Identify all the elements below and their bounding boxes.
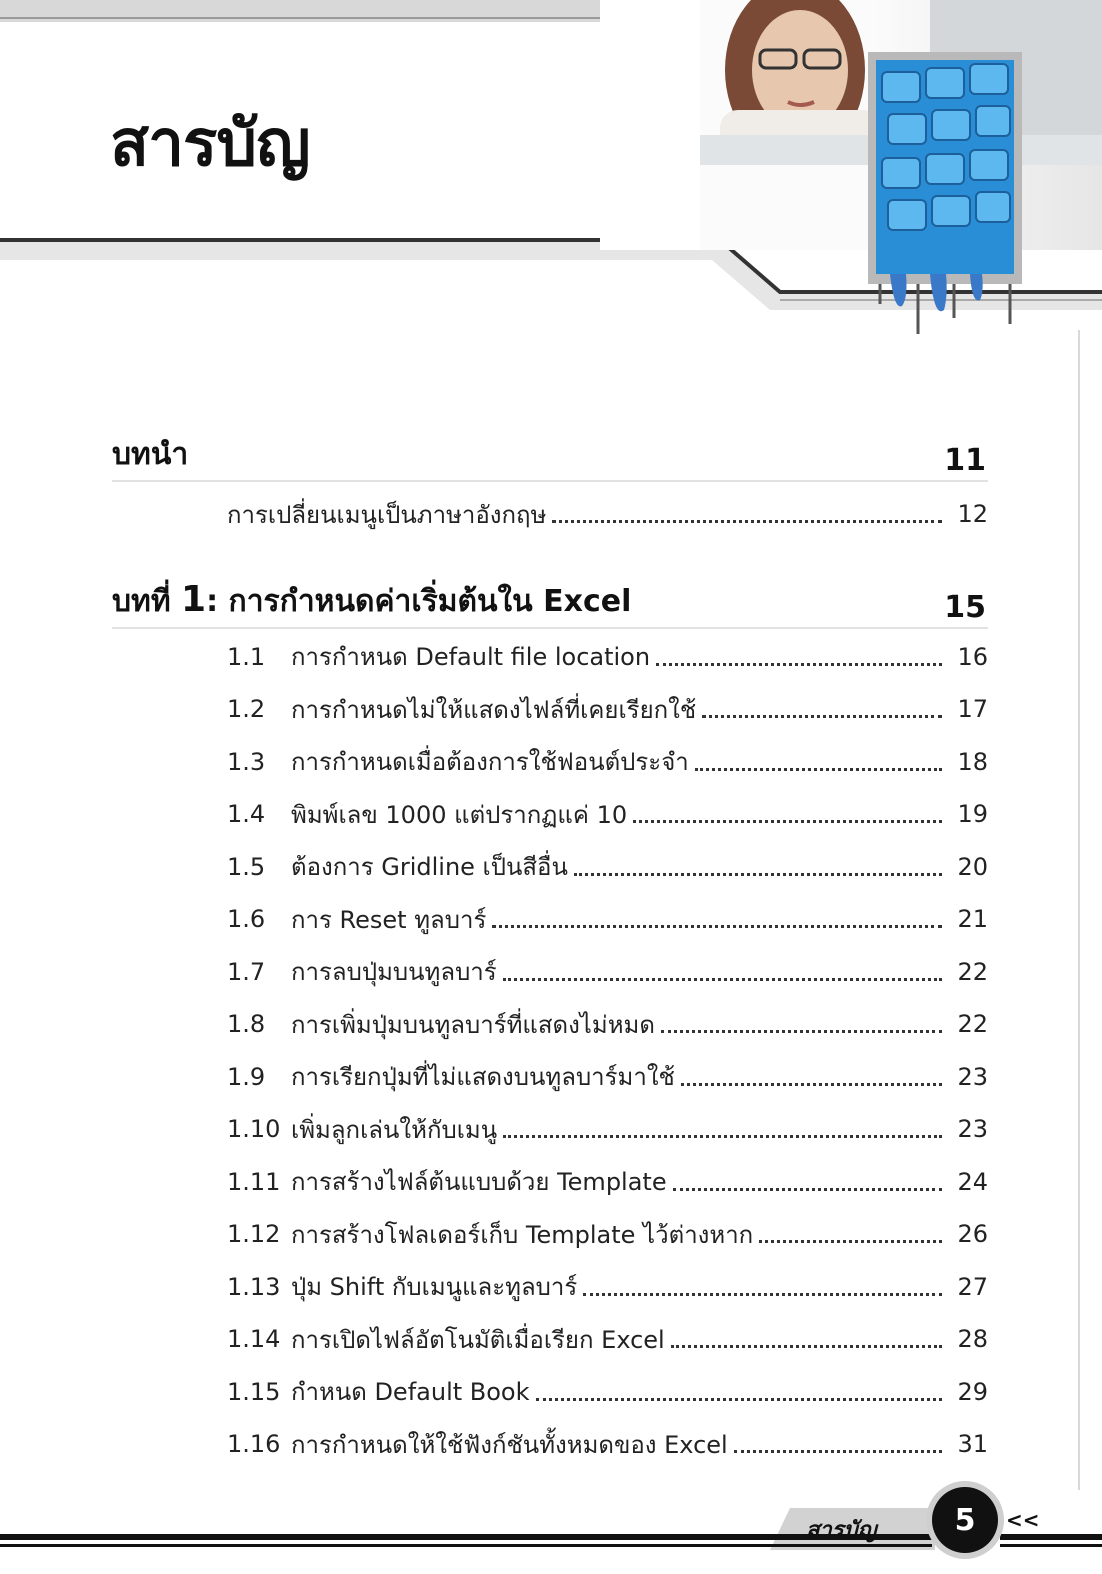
entry-number: 1.5 <box>227 852 266 881</box>
entry-number: 1.2 <box>227 695 266 724</box>
entry-title: การสร้างไฟล์ต้นแบบด้วย Template <box>291 1168 667 1197</box>
toc-entry[interactable] <box>227 1156 988 1209</box>
entry-title: การ Reset ทูลบาร์ <box>291 905 487 934</box>
dot-leader <box>759 1239 942 1243</box>
entry-title: การเปิดไฟล์อัตโนมัติเมื่อเรียก Excel <box>291 1325 665 1354</box>
toc-entry[interactable] <box>227 998 988 1051</box>
dot-leader <box>734 1449 942 1453</box>
section-title <box>112 578 631 625</box>
entry-page: 24 <box>957 1167 988 1196</box>
toc-entry[interactable] <box>227 683 988 736</box>
toc-entry[interactable] <box>227 946 988 999</box>
entry-title: พิมพ์เลข 1000 แต่ปรากฏแค่ 10 <box>291 800 628 829</box>
chapter-number: 1 <box>181 578 207 620</box>
dot-leader <box>702 714 942 718</box>
toc-entry[interactable] <box>227 488 988 541</box>
toc-entry[interactable] <box>227 1051 988 1104</box>
entry-page: 22 <box>957 1010 988 1039</box>
entry-number: 1.3 <box>227 747 266 776</box>
entry-number: 1.11 <box>227 1167 281 1196</box>
entry-page: 16 <box>957 642 988 671</box>
toc-entry[interactable] <box>227 841 988 894</box>
dot-leader <box>536 1397 943 1401</box>
dot-leader <box>503 1134 942 1138</box>
toc-entry[interactable] <box>227 1261 988 1314</box>
toc-entry[interactable] <box>227 788 988 841</box>
entry-page: 29 <box>957 1377 988 1406</box>
entry-title: ต้องการ Gridline เป็นสีอื่น <box>291 853 568 882</box>
entry-page: 26 <box>957 1220 988 1249</box>
entry-number: 1.4 <box>227 800 266 829</box>
entry-page: 21 <box>957 905 988 934</box>
entry-number: 1.6 <box>227 905 266 934</box>
entry-number: 1.14 <box>227 1325 281 1354</box>
entry-number: 1.13 <box>227 1272 281 1301</box>
entry-page: 12 <box>957 500 988 529</box>
entry-title: การกำหนดเมื่อต้องการใช้ฟอนต์ประจำ <box>291 748 689 777</box>
toc-entry[interactable] <box>227 736 988 789</box>
chapter-title: : การกำหนดค่าเริ่มต้นใน Excel <box>206 583 632 619</box>
entry-title: กำหนด Default Book <box>291 1378 530 1407</box>
entry-number: 1.7 <box>227 957 266 986</box>
entry-title: การกำหนด Default file location <box>291 643 651 672</box>
footer-section-label: สารบัญ <box>806 1518 877 1543</box>
entry-number: 1.9 <box>227 1062 266 1091</box>
dot-leader <box>503 977 942 981</box>
dot-leader <box>552 519 942 523</box>
dot-leader <box>671 1344 942 1348</box>
entry-title: การกำหนดให้ใช้ฟังก์ชันทั้งหมดของ Excel <box>291 1430 728 1459</box>
table-of-contents <box>112 430 988 1471</box>
toc-entry[interactable] <box>227 1313 988 1366</box>
entry-number: 1.10 <box>227 1115 281 1144</box>
entry-title: การสร้างโฟลเดอร์เก็บ Template ไว้ต่างหาก <box>291 1220 754 1249</box>
entry-title: เพิ่มลูกเล่นให้กับเมนู <box>291 1115 498 1144</box>
entry-page: 20 <box>957 852 988 881</box>
toc-section-chapter-1 <box>112 577 988 1471</box>
toc-entry[interactable] <box>227 1366 988 1419</box>
section-page-number: 11 <box>944 443 986 478</box>
toc-entry[interactable] <box>227 1208 988 1261</box>
section-title: บทนำ <box>112 437 189 472</box>
entry-number: 1.1 <box>227 642 266 671</box>
dot-leader <box>574 872 942 876</box>
right-margin-rule <box>1078 330 1080 1490</box>
entry-title: การเรียกปุ่มที่ไม่แสดงบนทูลบาร์มาใช้ <box>291 1063 675 1092</box>
entry-page: 23 <box>957 1115 988 1144</box>
entry-title: การลบปุ่มบนทูลบาร์ <box>291 958 497 987</box>
toc-entry[interactable] <box>227 1103 988 1156</box>
section-page-number: 15 <box>944 589 986 625</box>
back-nav-icon[interactable]: << <box>1006 1508 1040 1532</box>
keyboard-frame-image <box>860 48 1030 338</box>
page-number-badge: 5 <box>932 1487 998 1553</box>
section-heading <box>112 430 988 482</box>
entry-number: 1.8 <box>227 1010 266 1039</box>
entry-title: การเพิ่มปุ่มบนทูลบาร์ที่แสดงไม่หมด <box>291 1010 655 1039</box>
entry-page: 31 <box>957 1430 988 1459</box>
dot-leader <box>673 1187 942 1191</box>
toc-entry[interactable] <box>227 1418 988 1471</box>
entry-number: 1.16 <box>227 1430 281 1459</box>
dot-leader <box>492 924 942 928</box>
toc-entry[interactable] <box>227 893 988 946</box>
section-heading <box>112 577 988 629</box>
entry-page: 28 <box>957 1325 988 1354</box>
toc-entry[interactable] <box>227 631 988 684</box>
page-title: สารบัญ <box>110 107 310 181</box>
dot-leader <box>681 1082 942 1086</box>
chapter-prefix: บทที่ <box>112 583 171 619</box>
toc-section-intro <box>112 430 988 541</box>
entry-title: การเปลี่ยนเมนูเป็นภาษาอังกฤษ <box>227 500 547 529</box>
entry-number: 1.12 <box>227 1220 281 1249</box>
dot-leader <box>656 662 942 666</box>
entry-number: 1.15 <box>227 1377 281 1406</box>
dot-leader <box>583 1292 942 1296</box>
entry-title: การกำหนดไม่ให้แสดงไฟล์ที่เคยเรียกใช้ <box>291 695 697 724</box>
dot-leader <box>633 819 942 823</box>
entry-page: 18 <box>957 747 988 776</box>
entry-title: ปุ่ม Shift กับเมนูและทูลบาร์ <box>291 1273 578 1302</box>
dot-leader <box>661 1029 942 1033</box>
entry-page: 17 <box>957 695 988 724</box>
entry-page: 19 <box>957 800 988 829</box>
entry-page: 27 <box>957 1272 988 1301</box>
dot-leader <box>695 767 942 771</box>
entry-page: 23 <box>957 1062 988 1091</box>
entry-page: 22 <box>957 957 988 986</box>
